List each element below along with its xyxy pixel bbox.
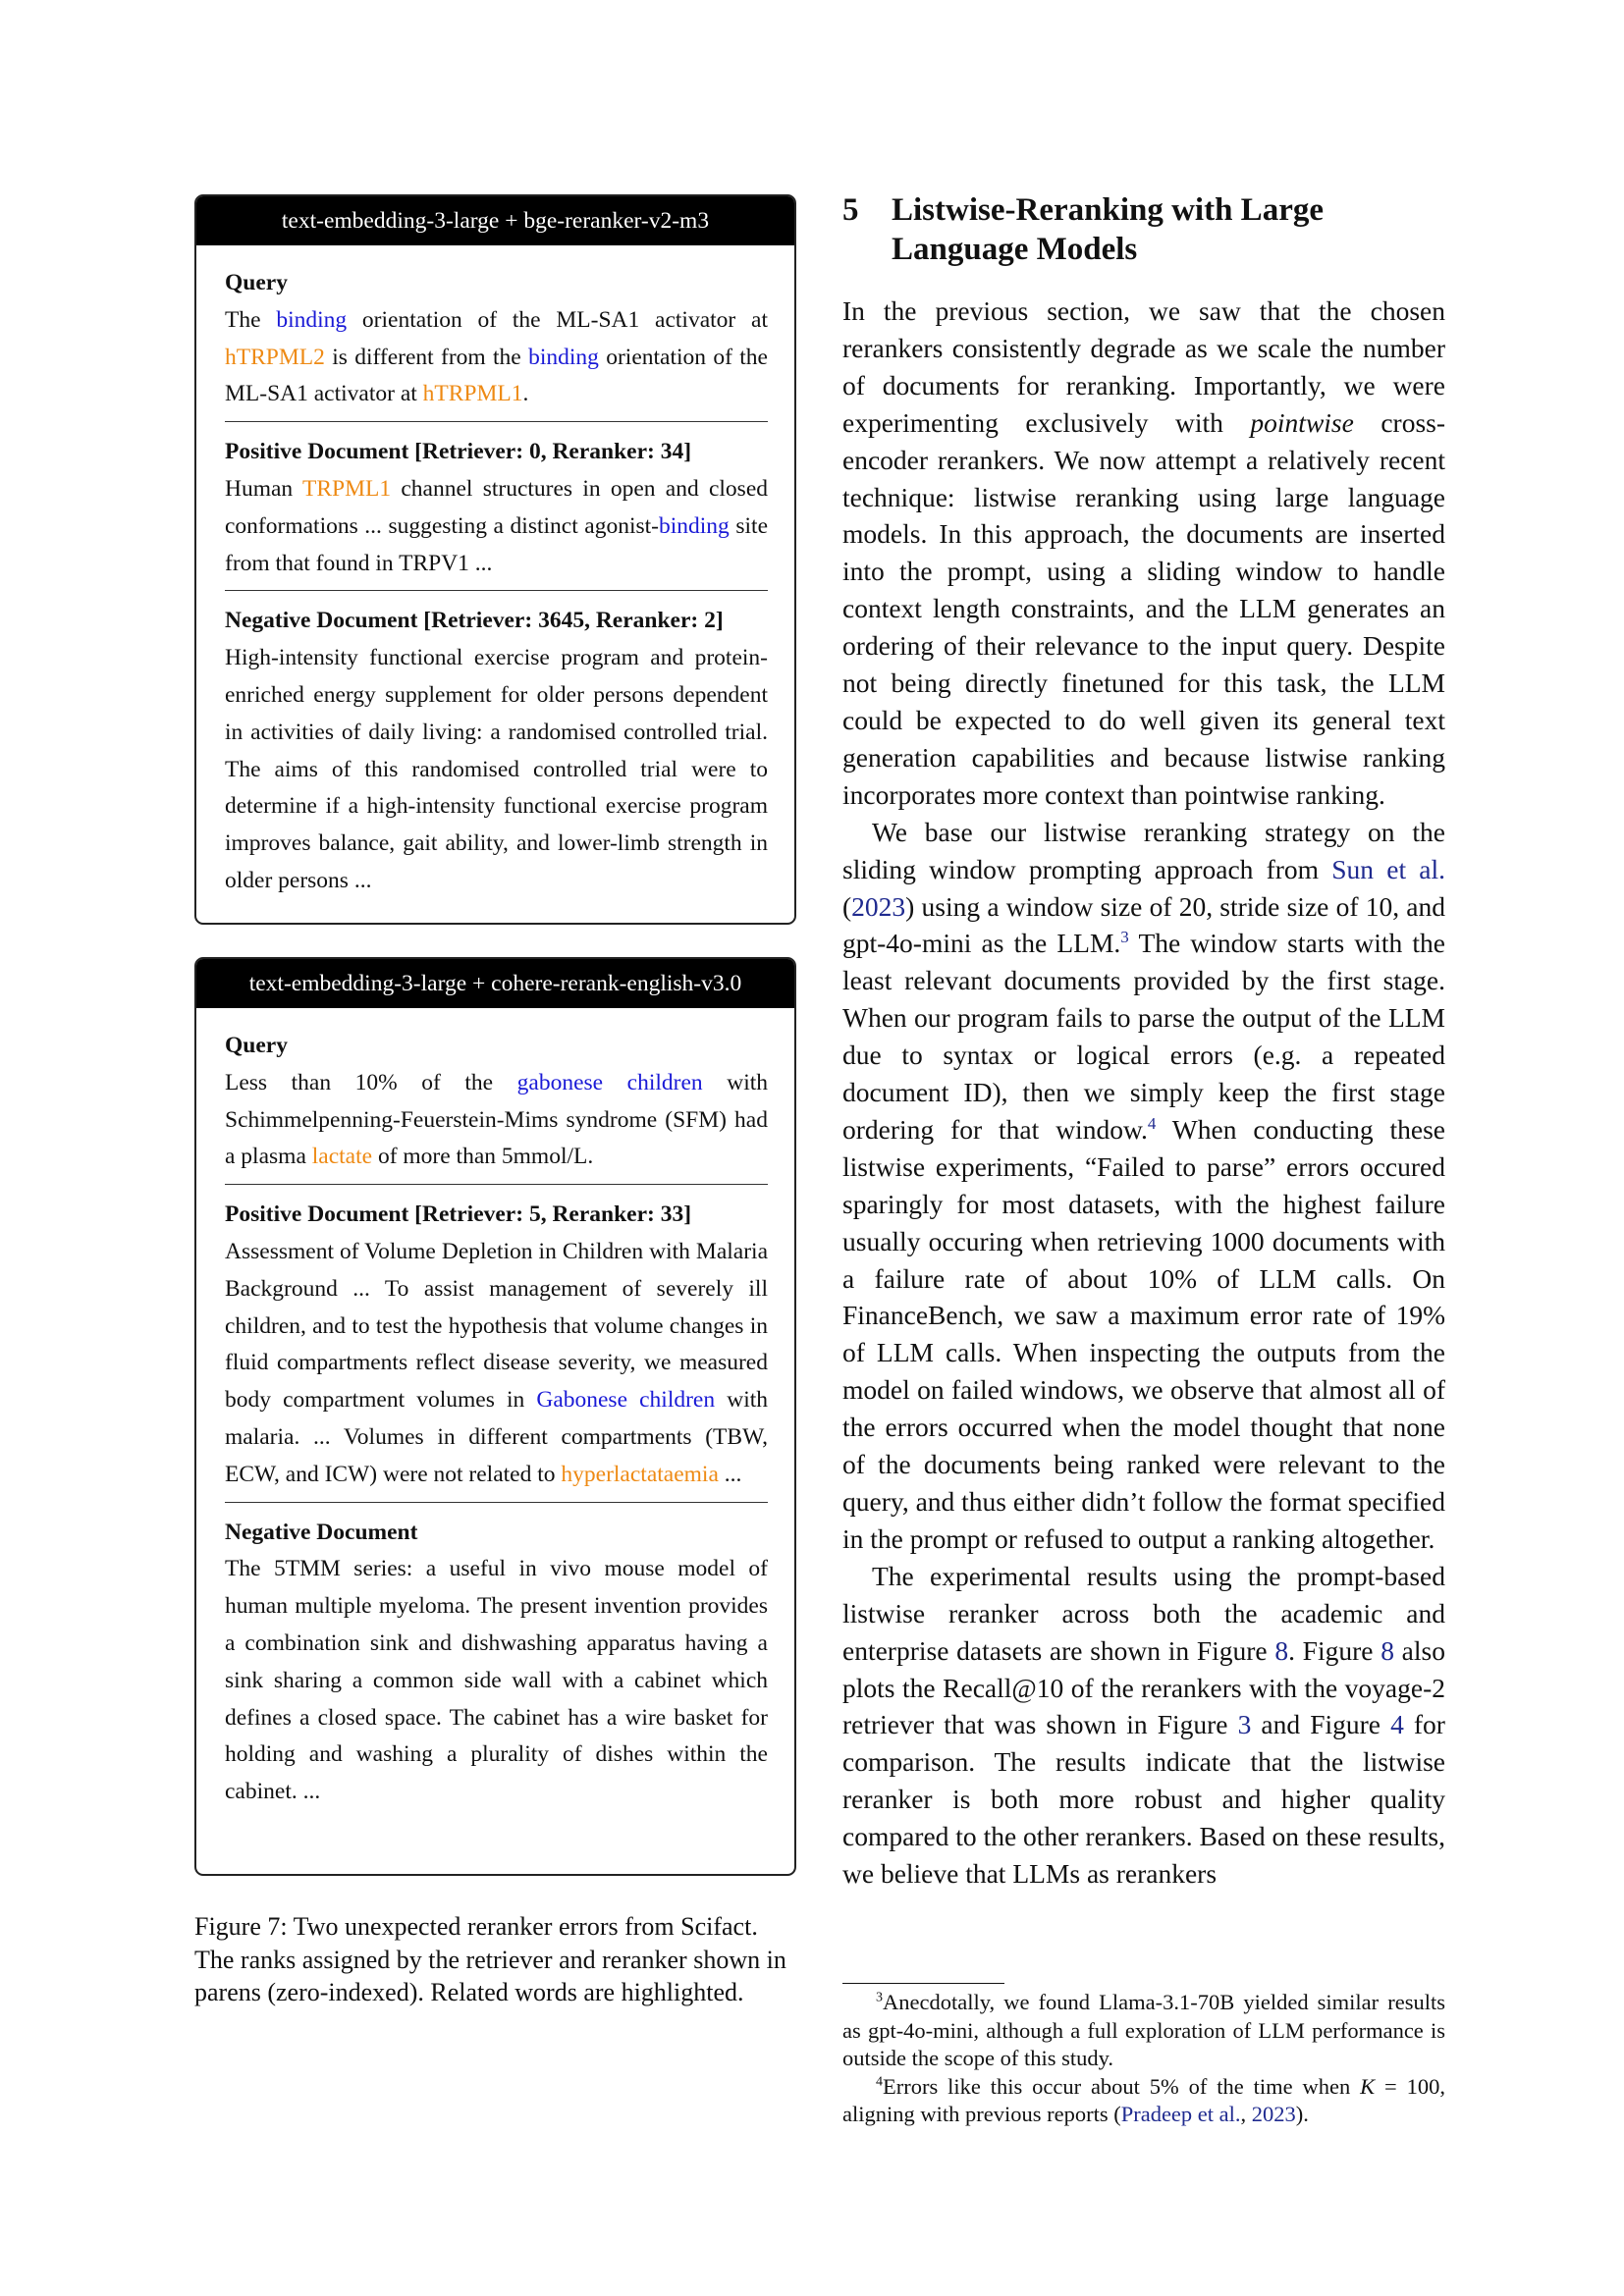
text-run: Human	[225, 475, 303, 502]
example-box-2	[194, 957, 796, 1876]
text-run: orientation of the ML-SA1 activator at	[347, 306, 768, 333]
query-text	[225, 1065, 768, 1176]
citation-link[interactable]: 3	[1237, 1709, 1252, 1740]
citation-link[interactable]: 8	[1380, 1634, 1394, 1666]
negative-document-text	[225, 1551, 768, 1811]
text-run: and Figure	[1251, 1709, 1391, 1740]
text-run: also plots the Recall@10 of the rerankers with the voyage-2 retriever that was shown in Figure	[842, 1634, 1445, 1740]
text-run: cross-encoder rerankers. We now attempt a relatively recent technique: listwise reranking using large language models. In this approach, the documents are inserted into the prompt, using a sliding window to handle context length constraints, and the LLM generates an ordering of their relevance to the input query. Despite not being directly finetuned for this task, the LLM could be expected to do well given its general text generation capabilities and because listwise ranking incorporates more context than pointwise ranking.	[842, 406, 1445, 810]
footnote-ref[interactable]: 4	[1147, 1113, 1157, 1133]
divider	[225, 590, 768, 591]
highlighted-term: Gabonese children	[536, 1387, 716, 1414]
divider	[225, 1184, 768, 1185]
text-run: = 100, aligning with previous reports (	[842, 2073, 1445, 2126]
highlighted-term: hyperlactataemia	[561, 1461, 719, 1487]
text-run: The experimental results using the prompt-based listwise reranker across both the academic and enterprise datasets are shown in Figure	[842, 1560, 1445, 1666]
section-title: Listwise-Reranking with Large Language Models	[892, 192, 1324, 267]
text-run: ,	[1240, 2102, 1252, 2126]
text-run: of more than 5mmol/L.	[372, 1144, 594, 1170]
positive-document-text	[225, 1234, 768, 1494]
text-run: Anecdotally, we found Llama-3.1-70B yielded similar results as gpt-4o-mini, although a full exploration of LLM performance is outside the scope of this study.	[842, 1990, 1445, 2070]
footnote-rule	[842, 1983, 1004, 1984]
section-number: 5	[842, 192, 859, 228]
text-run: ).	[1295, 2102, 1309, 2126]
text-run: with Schimmelpenning-Feuerstein-Mims syndrome (SFM) had a plasma	[225, 1069, 769, 1170]
negative-document-label: Negative Document [Retriever: 3645, Reranker: 2]	[225, 608, 724, 634]
footnote-marker: 4	[876, 2074, 883, 2089]
citation-link[interactable]: Pradeep et al.	[1120, 2102, 1241, 2126]
highlighted-term: gabonese children	[516, 1069, 703, 1095]
example-box-1	[194, 194, 796, 925]
citation-link[interactable]: 8	[1274, 1634, 1289, 1666]
section-heading	[842, 190, 1451, 269]
positive-document-label: Positive Document [Retriever: 5, Reranker: 33]	[225, 1201, 692, 1228]
highlighted-term: binding	[276, 306, 348, 333]
emphasis: pointwise	[1250, 406, 1354, 438]
box-body	[196, 1008, 794, 1825]
footnotes	[842, 1989, 1445, 2129]
text-run: Errors like this occur about 5% of the time when	[883, 2073, 1361, 2099]
text-run: is different from the	[324, 344, 529, 370]
text-run: channel structures in open and closed conformations ... suggesting a distinct agonist-	[225, 475, 768, 539]
negative-document-text	[225, 640, 768, 900]
footnote-ref[interactable]: 3	[1120, 928, 1129, 947]
text-run: . Figure	[1288, 1634, 1381, 1666]
box-header: text-embedding-3-large + bge-reranker-v2-m3	[196, 196, 794, 245]
text-run: with malaria. ... Volumes in different compartments (TBW, ECW, and ICW) were not related to	[225, 1387, 768, 1487]
query-text	[225, 302, 768, 413]
paragraph	[842, 1558, 1445, 1893]
text-run: The window starts with the least relevant documents provided by the first stage. When our program fails to parse the output of the LLM due to syntax or logical errors (e.g. a repeated document ID), then we simply keep the first stage ordering for that window.	[842, 928, 1445, 1145]
text-run: orientation of the ML-SA1 activator at	[225, 344, 768, 407]
highlighted-term: hTRPML1	[422, 381, 523, 407]
text-run: for comparison. The results indicate that the listwise reranker is both more robust and higher quality compared to the other rerankers. Based on these results, we believe that LLMs as rerankers	[842, 1709, 1445, 1890]
text-run: ...	[718, 1461, 742, 1487]
footnote-marker: 3	[876, 1990, 883, 2005]
citation-link[interactable]: Sun et al.	[1331, 853, 1445, 884]
emphasis: K	[1360, 2073, 1376, 2099]
highlighted-term: hTRPML2	[225, 344, 325, 370]
paragraph	[842, 814, 1445, 1558]
paragraph	[842, 293, 1445, 814]
text-run: .	[522, 381, 529, 407]
query-label: Query	[225, 270, 288, 295]
box-body	[196, 245, 794, 914]
text-run: site from that found in TRPV1 ...	[225, 512, 768, 576]
footnote-3	[842, 1989, 1445, 2073]
text-run: (	[842, 890, 852, 922]
text-run: Assessment of Volume Depletion in Children with Malaria Background ... To assist management of severely ill children, and to test the hypothesis that volume changes in fluid compartments reflect disease severity, we measured body compartment volumes in	[225, 1238, 768, 1414]
text-run: We base our listwise reranking strategy on the sliding window prompting approach from	[842, 816, 1445, 884]
text-run: High-intensity functional exercise program and protein-enriched energy supplement for older persons dependent in activities of daily living: a randomised controlled trial. The aims of this randomised controlled trial were to determine if a high-intensity functional exercise program improves balance, gait ability, and lower-limb strength in older persons ...	[225, 645, 768, 893]
text-run: The	[225, 306, 277, 333]
highlighted-term: lactate	[311, 1144, 373, 1170]
text-run: Less than 10% of the	[225, 1069, 517, 1095]
divider	[225, 1502, 768, 1503]
positive-document-text	[225, 471, 768, 582]
query-label: Query	[225, 1033, 288, 1058]
figure-caption: Figure 7: Two unexpected reranker errors from Scifact. The ranks assigned by the retriever and reranker shown in parens (zero-indexed). Related words are highlighted.	[194, 1912, 786, 2006]
citation-link[interactable]: 2023	[1251, 2102, 1296, 2126]
citation-link[interactable]: 2023	[851, 890, 906, 922]
body-text	[842, 293, 1445, 1893]
footnote-4	[842, 2073, 1445, 2129]
box-header: text-embedding-3-large + cohere-rerank-english-v3.0	[196, 959, 794, 1008]
citation-link[interactable]: 4	[1390, 1709, 1404, 1740]
divider	[225, 421, 768, 422]
highlighted-term: binding	[528, 344, 599, 370]
positive-document-label: Positive Document [Retriever: 0, Reranker: 34]	[225, 439, 692, 465]
negative-document-label: Negative Document	[225, 1519, 418, 1545]
text-run: In the previous section, we saw that the chosen rerankers consistently degrade as we scale the number of documents for reranking. Importantly, we were experimenting exclusively with	[842, 295, 1445, 438]
text-run: ) using a window size of 20, stride size of 10, and gpt-4o-mini as the LLM.	[842, 890, 1445, 959]
text-run: The 5TMM series: a useful in vivo mouse model of human multiple myeloma. The present invention provides a combination sink and dishwashing apparatus having a sink sharing a common side wall with a cabinet which defines a closed space. The cabinet has a wire basket for holding and washing a plurality of dishes within the cabinet. ...	[225, 1556, 768, 1805]
text-run: When conducting these listwise experiments, “Failed to parse” errors occured sparingly for most datasets, with the highest failure usually occuring when retrieving 1000 documents with a failure rate of about 10% of LLM calls. On FinanceBench, we saw a maximum error rate of 19% of LLM calls. When inspecting the outputs from the model on failed windows, we observe that almost all of the errors occurred when the model thought that none of the documents being ranked were relevant to the query, and thus either didn’t follow the format specified in the prompt or refused to output a ranking altogether.	[842, 1113, 1445, 1554]
highlighted-term: binding	[659, 512, 730, 539]
highlighted-term: TRPML1	[302, 475, 392, 502]
